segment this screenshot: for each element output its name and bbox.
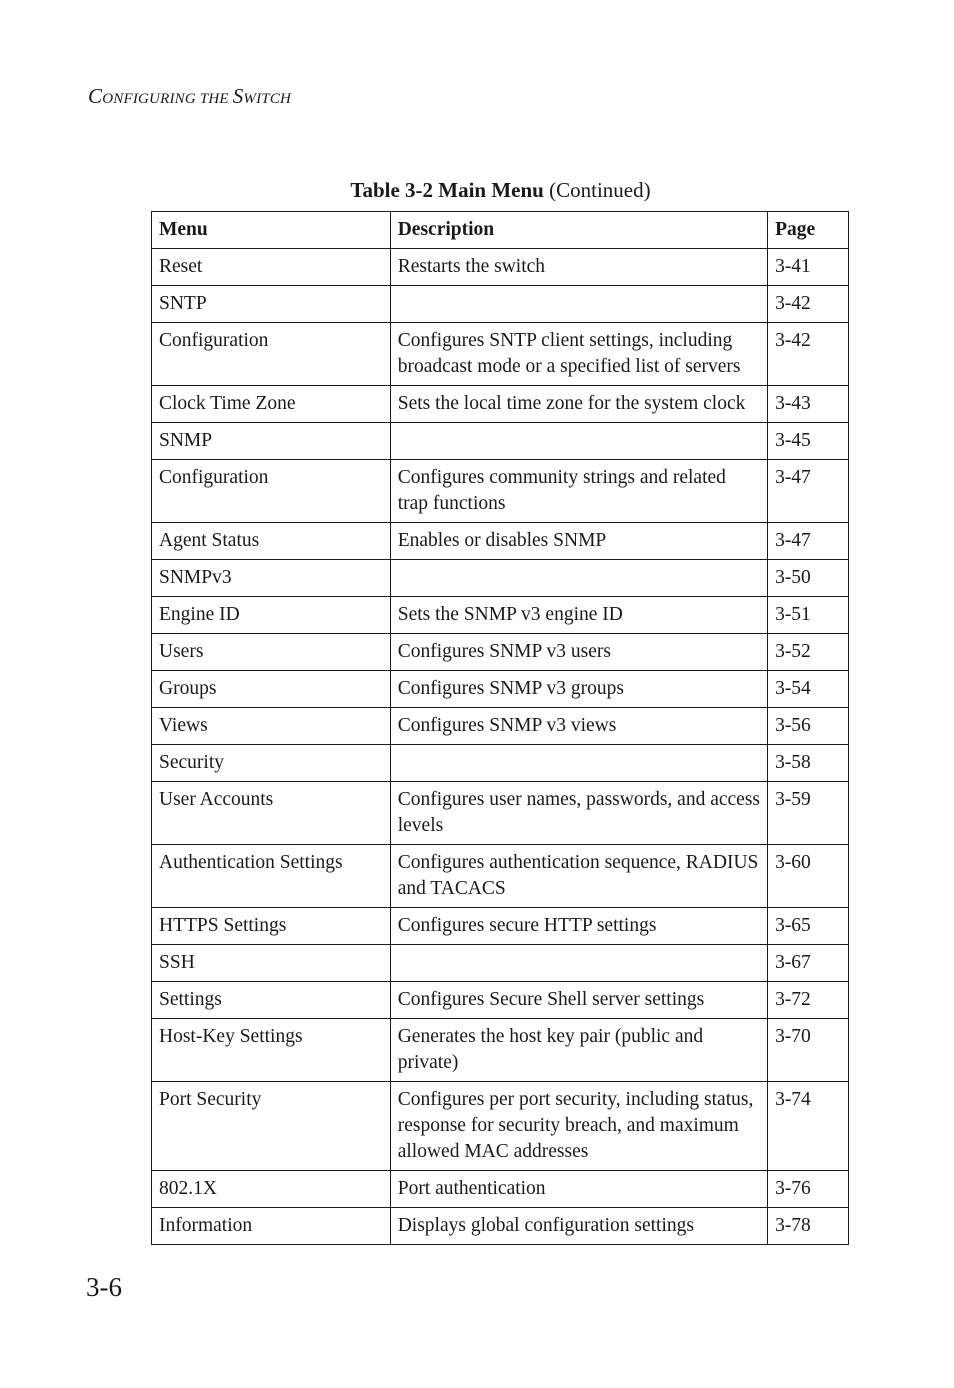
- description-cell: Sets the SNMP v3 engine ID: [390, 597, 767, 634]
- description-cell: Generates the host key pair (public and private): [390, 1019, 767, 1082]
- description-cell: [390, 423, 767, 460]
- table-header-row: [152, 212, 849, 249]
- table-row: [152, 671, 849, 708]
- table-row: [152, 634, 849, 671]
- description-cell: Configures SNMP v3 views: [390, 708, 767, 745]
- description-cell: Configures SNMP v3 groups: [390, 671, 767, 708]
- page-cell: 3-76: [768, 1171, 849, 1208]
- page-cell: 3-72: [768, 982, 849, 1019]
- menu-cell: Settings: [152, 982, 391, 1019]
- description-cell: Configures per port security, including status, response for security breach, and maximum allowed MAC addresses: [390, 1082, 767, 1171]
- table-row: [152, 597, 849, 634]
- table-row: [152, 708, 849, 745]
- header-smallcaps-1: ONFIGURING THE: [102, 91, 233, 107]
- description-cell: Enables or disables SNMP: [390, 523, 767, 560]
- page-cell: 3-56: [768, 708, 849, 745]
- description-cell: [390, 745, 767, 782]
- main-menu-table: [151, 211, 849, 1245]
- menu-cell: Security: [152, 745, 391, 782]
- page-cell: 3-70: [768, 1019, 849, 1082]
- table-row: [152, 1208, 849, 1245]
- menu-cell: Agent Status: [152, 523, 391, 560]
- table-caption-label: Table 3-2 Main Menu: [350, 178, 544, 202]
- page-number: 3-6: [86, 1272, 122, 1302]
- page-cell: 3-50: [768, 560, 849, 597]
- table-row: [152, 1171, 849, 1208]
- menu-cell: Configuration: [152, 460, 391, 523]
- page-cell: 3-45: [768, 423, 849, 460]
- column-header-menu: Menu: [152, 212, 391, 249]
- menu-cell: SSH: [152, 945, 391, 982]
- table-row: [152, 908, 849, 945]
- running-header: [88, 84, 291, 109]
- menu-cell: Engine ID: [152, 597, 391, 634]
- menu-cell: SNMPv3: [152, 560, 391, 597]
- page-cell: 3-74: [768, 1082, 849, 1171]
- description-cell: [390, 945, 767, 982]
- menu-cell: Views: [152, 708, 391, 745]
- page-cell: 3-65: [768, 908, 849, 945]
- page-cell: 3-42: [768, 323, 849, 386]
- menu-cell: SNTP: [152, 286, 391, 323]
- page-cell: 3-47: [768, 460, 849, 523]
- table-row: [152, 249, 849, 286]
- description-cell: Configures SNMP v3 users: [390, 634, 767, 671]
- menu-cell: Reset: [152, 249, 391, 286]
- table-row: [152, 982, 849, 1019]
- column-header-description: Description: [390, 212, 767, 249]
- page-cell: 3-59: [768, 782, 849, 845]
- page-cell: 3-58: [768, 745, 849, 782]
- menu-cell: SNMP: [152, 423, 391, 460]
- description-cell: Configures secure HTTP settings: [390, 908, 767, 945]
- description-cell: Configures Secure Shell server settings: [390, 982, 767, 1019]
- menu-cell: 802.1X: [152, 1171, 391, 1208]
- description-cell: [390, 286, 767, 323]
- description-cell: Sets the local time zone for the system clock: [390, 386, 767, 423]
- table-row: [152, 845, 849, 908]
- page-cell: 3-52: [768, 634, 849, 671]
- menu-cell: User Accounts: [152, 782, 391, 845]
- page-cell: 3-67: [768, 945, 849, 982]
- page-cell: 3-51: [768, 597, 849, 634]
- table-row: [152, 782, 849, 845]
- page-cell: 3-78: [768, 1208, 849, 1245]
- table-body: [152, 249, 849, 1245]
- table-row: [152, 386, 849, 423]
- page-cell: 3-54: [768, 671, 849, 708]
- table-row: [152, 423, 849, 460]
- header-initial-s: S: [232, 84, 244, 108]
- description-cell: Configures community strings and related trap functions: [390, 460, 767, 523]
- page-cell: 3-47: [768, 523, 849, 560]
- page-cell: 3-41: [768, 249, 849, 286]
- page-cell: 3-43: [768, 386, 849, 423]
- description-cell: Configures user names, passwords, and access levels: [390, 782, 767, 845]
- description-cell: Restarts the switch: [390, 249, 767, 286]
- header-initial-c: C: [88, 84, 103, 108]
- table-row: [152, 560, 849, 597]
- page-cell: 3-60: [768, 845, 849, 908]
- table-caption-suffix: (Continued): [543, 178, 651, 202]
- menu-cell: Configuration: [152, 323, 391, 386]
- table-row: [152, 745, 849, 782]
- description-cell: Port authentication: [390, 1171, 767, 1208]
- menu-cell: Host-Key Settings: [152, 1019, 391, 1082]
- table-row: [152, 323, 849, 386]
- table-row: [152, 1019, 849, 1082]
- menu-cell: Port Security: [152, 1082, 391, 1171]
- table-row: [152, 1082, 849, 1171]
- page-cell: 3-42: [768, 286, 849, 323]
- table-caption: [152, 178, 849, 203]
- menu-cell: Users: [152, 634, 391, 671]
- description-cell: Configures SNTP client settings, including broadcast mode or a specified list of servers: [390, 323, 767, 386]
- menu-cell: Authentication Settings: [152, 845, 391, 908]
- table-row: [152, 523, 849, 560]
- table-row: [152, 460, 849, 523]
- menu-cell: Information: [152, 1208, 391, 1245]
- table-row: [152, 286, 849, 323]
- menu-cell: HTTPS Settings: [152, 908, 391, 945]
- table-row: [152, 945, 849, 982]
- description-cell: Displays global configuration settings: [390, 1208, 767, 1245]
- header-smallcaps-2: WITCH: [243, 91, 292, 107]
- description-cell: Configures authentication sequence, RADIUS and TACACS: [390, 845, 767, 908]
- description-cell: [390, 560, 767, 597]
- menu-cell: Groups: [152, 671, 391, 708]
- column-header-page: Page: [768, 212, 849, 249]
- menu-cell: Clock Time Zone: [152, 386, 391, 423]
